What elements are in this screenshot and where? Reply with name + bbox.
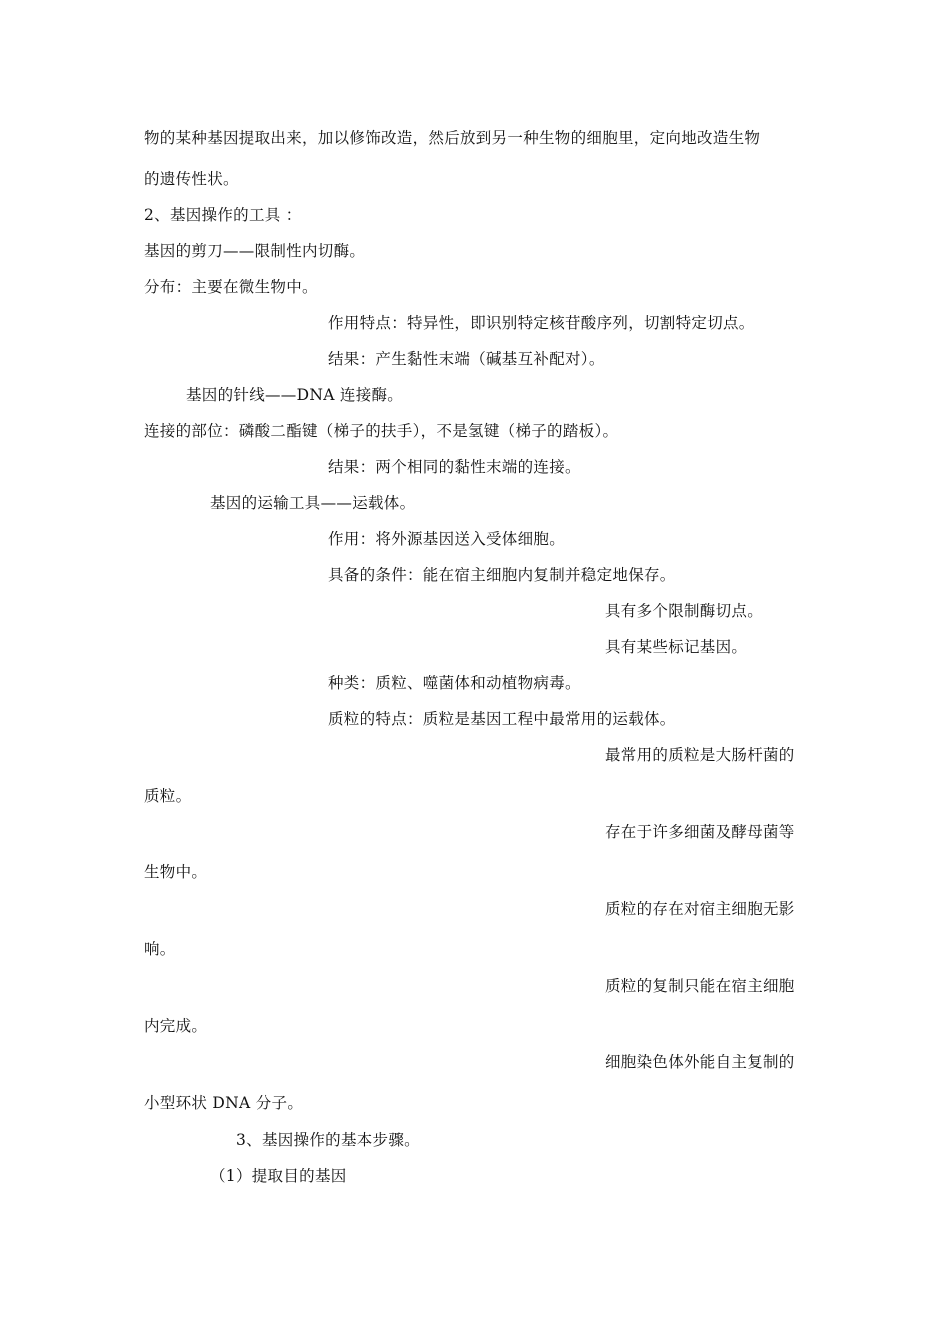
text-line: 作用：将外源基因送入受体细胞。 [328,530,566,548]
text-line: 基因的运输工具——运载体。 [210,494,416,512]
text-line: 结果：两个相同的黏性末端的连接。 [328,458,581,476]
text-line: 质粒。 [144,787,192,805]
text-line: 具有某些标记基因。 [605,638,748,656]
subsection-heading: （1）提取目的基因 [210,1167,347,1185]
text-line: 细胞染色体外能自主复制的 [605,1053,795,1071]
text-line: 质粒的复制只能在宿主细胞 [605,977,795,995]
text-line: 响。 [144,940,176,958]
text-line: 种类：质粒、噬菌体和动植物病毒。 [328,674,581,692]
text-line: 内完成。 [144,1017,208,1035]
section-heading: 3、基因操作的基本步骤。 [236,1131,420,1149]
text-line: 存在于许多细菌及酵母菌等 [605,823,795,841]
text-line: 分布：主要在微生物中。 [144,278,318,296]
text-line: 的遗传性状。 [144,170,239,188]
text-line: 小型环状 DNA 分子。 [144,1094,304,1112]
text-line: 物的某种基因提取出来，加以修饰改造，然后放到另一种生物的细胞里，定向地改造生物 [144,129,761,147]
text-line: 生物中。 [144,863,208,881]
text-line: 基因的针线——DNA 连接酶。 [186,386,404,404]
text-line: 具备的条件：能在宿主细胞内复制并稳定地保存。 [328,566,676,584]
text-line: 连接的部位：磷酸二酯键（梯子的扶手），不是氢键（梯子的踏板）。 [144,422,619,440]
text-line: 质粒的存在对宿主细胞无影 [605,900,795,918]
section-heading: 2、基因操作的工具 ： [144,206,302,224]
text-line: 最常用的质粒是大肠杆菌的 [605,746,795,764]
text-line: 质粒的特点：质粒是基因工程中最常用的运载体。 [328,710,676,728]
text-line: 具有多个限制酶切点。 [605,602,764,620]
text-line: 作用特点：特异性，即识别特定核苷酸序列，切割特定切点。 [328,314,755,332]
text-line: 结果：产生黏性末端（碱基互补配对）。 [328,350,605,368]
text-line: 基因的剪刀——限制性内切酶。 [144,242,366,260]
